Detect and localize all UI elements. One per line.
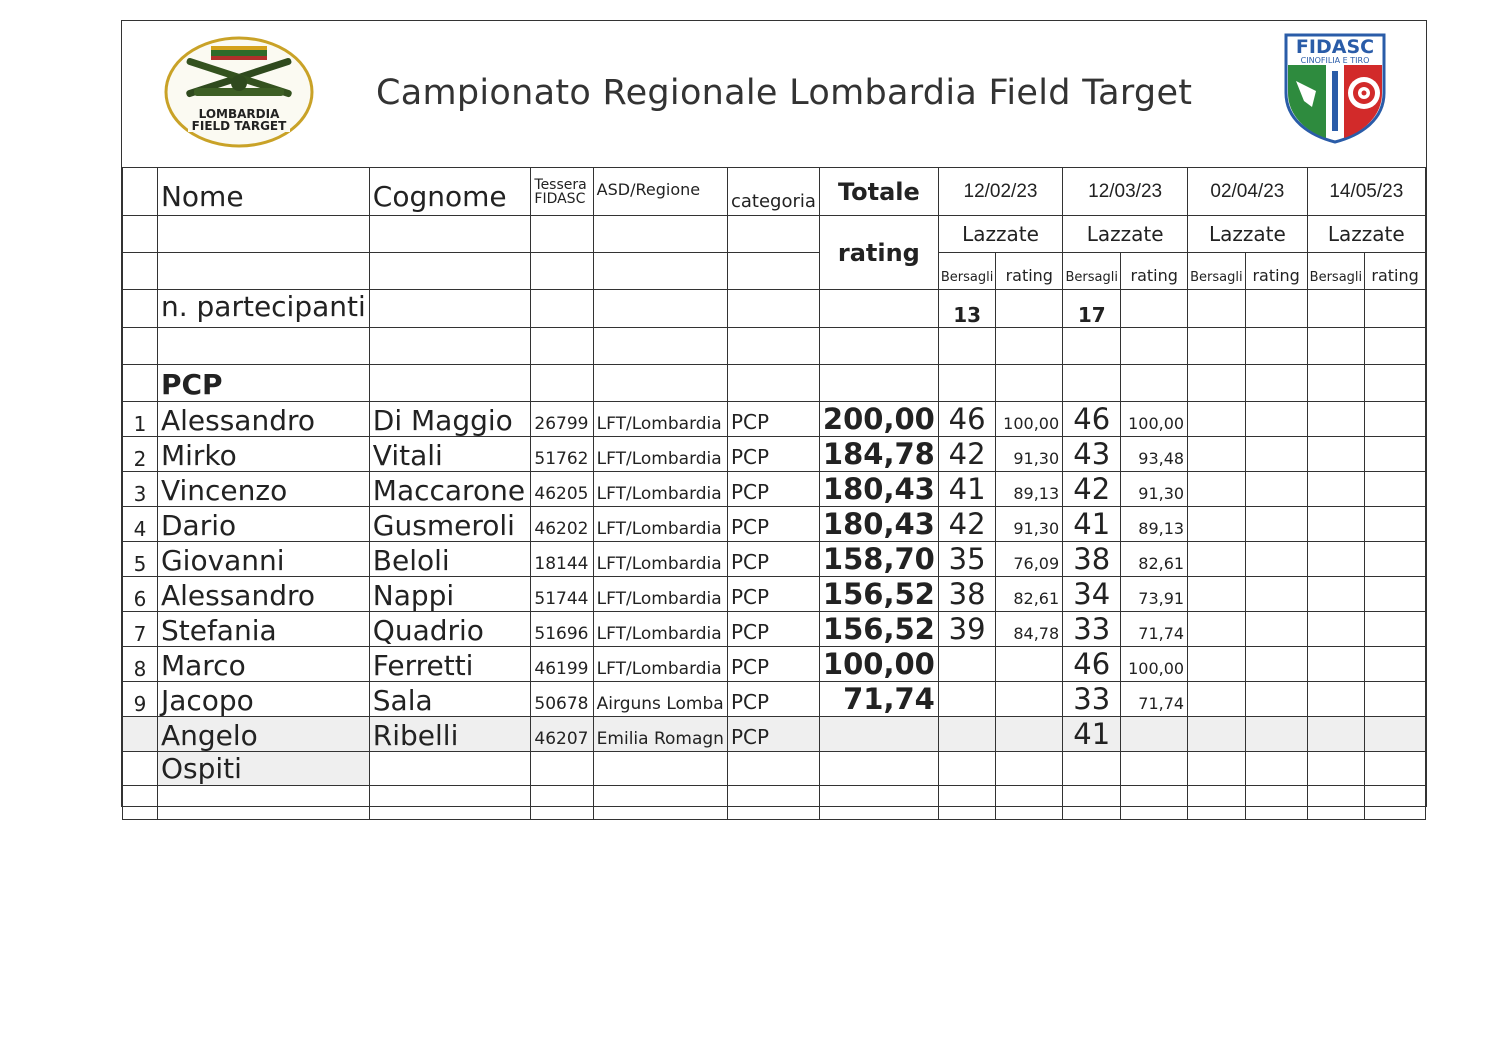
empty-cell bbox=[1245, 752, 1307, 786]
first-name-cell: Dario bbox=[157, 507, 369, 542]
position-cell: 7 bbox=[123, 612, 158, 647]
asd-cell: LFT/Lombardia bbox=[593, 402, 727, 437]
empty-cell bbox=[1188, 786, 1246, 820]
first-name-cell: Vincenzo bbox=[157, 472, 369, 507]
nome-header: Nome bbox=[157, 168, 369, 216]
asd-cell: LFT/Lombardia bbox=[593, 437, 727, 472]
category-cell: PCP bbox=[727, 682, 819, 717]
rating-cell bbox=[996, 682, 1063, 717]
empty-cell bbox=[1245, 647, 1307, 682]
empty-cell bbox=[996, 786, 1063, 820]
empty-cell bbox=[1245, 717, 1307, 752]
empty-cell bbox=[1188, 647, 1246, 682]
empty-cell bbox=[938, 786, 996, 820]
asd-cell: LFT/Lombardia bbox=[593, 507, 727, 542]
rating-cell: 82,61 bbox=[1121, 542, 1188, 577]
empty-cell bbox=[1365, 682, 1426, 717]
total-rating-cell: 156,52 bbox=[819, 612, 938, 647]
guest-row bbox=[123, 717, 1426, 752]
tessera-cell: 46207 bbox=[531, 717, 593, 752]
asd-header: ASD/Regione bbox=[593, 168, 727, 216]
bersagli-header: Bersagli bbox=[1307, 253, 1365, 290]
empty-cell bbox=[1307, 507, 1365, 542]
subheader-row bbox=[123, 253, 1426, 290]
position-cell: 2 bbox=[123, 437, 158, 472]
last-name-cell: Nappi bbox=[369, 577, 531, 612]
targets-cell: 38 bbox=[1063, 542, 1121, 577]
first-name-cell: Alessandro bbox=[157, 402, 369, 437]
category-cell: PCP bbox=[727, 437, 819, 472]
guests-label-row bbox=[123, 752, 1426, 786]
rating-cell: 100,00 bbox=[996, 402, 1063, 437]
tessera-cell: 46199 bbox=[531, 647, 593, 682]
empty-cell bbox=[1307, 752, 1365, 786]
empty-cell bbox=[531, 752, 593, 786]
targets-cell: 46 bbox=[1063, 402, 1121, 437]
empty-cell bbox=[1365, 647, 1426, 682]
empty-cell bbox=[1245, 682, 1307, 717]
empty-cell bbox=[1188, 717, 1246, 752]
location-row bbox=[123, 216, 1426, 253]
rating-cell: 71,74 bbox=[1121, 612, 1188, 647]
empty-cell bbox=[123, 752, 158, 786]
targets-cell: 46 bbox=[938, 402, 996, 437]
event-date-2: 12/03/23 bbox=[1063, 168, 1188, 216]
rating-cell bbox=[996, 647, 1063, 682]
empty-cell bbox=[1365, 542, 1426, 577]
empty-cell bbox=[1365, 752, 1426, 786]
empty-cell bbox=[157, 786, 369, 820]
tessera-header: Tessera FIDASC bbox=[531, 168, 593, 216]
tessera-cell: 51762 bbox=[531, 437, 593, 472]
position-cell: 4 bbox=[123, 507, 158, 542]
totale-header: Totale bbox=[819, 168, 938, 216]
last-name-cell: Beloli bbox=[369, 542, 531, 577]
empty-cell bbox=[938, 752, 996, 786]
empty-cell bbox=[1307, 717, 1365, 752]
rating-header: rating bbox=[819, 216, 938, 290]
category-cell: PCP bbox=[727, 577, 819, 612]
event-location-3: Lazzate bbox=[1188, 216, 1308, 253]
event-date-3: 02/04/23 bbox=[1188, 168, 1308, 216]
asd-cell: Airguns Lomba bbox=[593, 682, 727, 717]
rating-subheader: rating bbox=[1365, 253, 1426, 290]
empty-cell bbox=[727, 752, 819, 786]
empty-cell bbox=[1188, 612, 1246, 647]
last-name-cell: Vitali bbox=[369, 437, 531, 472]
rating-cell: 93,48 bbox=[1121, 437, 1188, 472]
bersagli-header: Bersagli bbox=[1063, 253, 1121, 290]
targets-cell: 41 bbox=[1063, 717, 1121, 752]
first-name-cell: Giovanni bbox=[157, 542, 369, 577]
empty-cell bbox=[1245, 577, 1307, 612]
empty-cell bbox=[1365, 786, 1426, 820]
rating-cell: 76,09 bbox=[996, 542, 1063, 577]
tessera-cell: 50678 bbox=[531, 682, 593, 717]
asd-cell: LFT/Lombardia bbox=[593, 577, 727, 612]
tessera-cell: 46202 bbox=[531, 507, 593, 542]
first-name-cell: Marco bbox=[157, 647, 369, 682]
empty-cell bbox=[123, 717, 158, 752]
last-name-cell: Ferretti bbox=[369, 647, 531, 682]
empty-cell bbox=[1063, 786, 1121, 820]
score-sheet bbox=[121, 20, 1427, 807]
empty-cell bbox=[1307, 437, 1365, 472]
event-location-4: Lazzate bbox=[1307, 216, 1425, 253]
empty-cell bbox=[1245, 786, 1307, 820]
event-location-2: Lazzate bbox=[1063, 216, 1188, 253]
svg-text:FIELD TARGET: FIELD TARGET bbox=[191, 119, 287, 133]
table-row bbox=[123, 507, 1426, 542]
empty-cell bbox=[1307, 647, 1365, 682]
asd-cell: LFT/Lombardia bbox=[593, 542, 727, 577]
empty-cell bbox=[1307, 577, 1365, 612]
participants-count-4 bbox=[1307, 290, 1365, 328]
targets-cell: 41 bbox=[938, 472, 996, 507]
last-name-cell: Gusmeroli bbox=[369, 507, 531, 542]
targets-cell: 33 bbox=[1063, 682, 1121, 717]
empty-cell bbox=[819, 786, 938, 820]
tessera-cell: 51696 bbox=[531, 612, 593, 647]
targets-cell: 42 bbox=[938, 507, 996, 542]
rating-cell: 89,13 bbox=[1121, 507, 1188, 542]
empty-cell bbox=[1245, 542, 1307, 577]
empty-cell bbox=[1121, 786, 1188, 820]
first-name-cell: Jacopo bbox=[157, 682, 369, 717]
empty-cell bbox=[1245, 612, 1307, 647]
empty-cell bbox=[1188, 542, 1246, 577]
position-cell: 3 bbox=[123, 472, 158, 507]
category-label: PCP bbox=[157, 365, 369, 402]
rating-subheader: rating bbox=[1121, 253, 1188, 290]
empty-cell bbox=[1307, 786, 1365, 820]
empty-cell bbox=[1365, 507, 1426, 542]
targets-cell: 42 bbox=[1063, 472, 1121, 507]
targets-cell bbox=[938, 682, 996, 717]
empty-cell bbox=[1188, 402, 1246, 437]
rating-cell: 100,00 bbox=[1121, 647, 1188, 682]
total-rating-cell: 180,43 bbox=[819, 472, 938, 507]
rating-cell: 91,30 bbox=[1121, 472, 1188, 507]
targets-cell: 33 bbox=[1063, 612, 1121, 647]
table-row bbox=[123, 647, 1426, 682]
empty-cell bbox=[1188, 507, 1246, 542]
empty-cell bbox=[1365, 472, 1426, 507]
empty-cell bbox=[1121, 752, 1188, 786]
empty-cell bbox=[123, 786, 158, 820]
empty-cell bbox=[1307, 472, 1365, 507]
rating-subheader: rating bbox=[996, 253, 1063, 290]
position-cell: 1 bbox=[123, 402, 158, 437]
rating-cell: 84,78 bbox=[996, 612, 1063, 647]
empty-cell bbox=[1121, 717, 1188, 752]
empty-cell bbox=[819, 752, 938, 786]
pos-header bbox=[123, 168, 158, 216]
rating-cell: 91,30 bbox=[996, 507, 1063, 542]
empty-cell bbox=[1307, 682, 1365, 717]
bersagli-header: Bersagli bbox=[938, 253, 996, 290]
rating-cell: 89,13 bbox=[996, 472, 1063, 507]
first-name-cell: Angelo bbox=[157, 717, 369, 752]
position-cell: 6 bbox=[123, 577, 158, 612]
targets-cell bbox=[938, 647, 996, 682]
rating-cell: 71,74 bbox=[1121, 682, 1188, 717]
rating-cell: 100,00 bbox=[1121, 402, 1188, 437]
first-name-cell: Mirko bbox=[157, 437, 369, 472]
asd-cell: LFT/Lombardia bbox=[593, 647, 727, 682]
targets-cell: 41 bbox=[1063, 507, 1121, 542]
rating-cell: 91,30 bbox=[996, 437, 1063, 472]
last-name-cell: Di Maggio bbox=[369, 402, 531, 437]
category-cell: PCP bbox=[727, 647, 819, 682]
sheet-header bbox=[122, 21, 1426, 168]
total-rating-cell: 156,52 bbox=[819, 577, 938, 612]
category-cell: PCP bbox=[727, 542, 819, 577]
empty-cell bbox=[1245, 472, 1307, 507]
empty-cell bbox=[369, 752, 531, 786]
tessera-cell: 18144 bbox=[531, 542, 593, 577]
empty-cell bbox=[1245, 437, 1307, 472]
empty-cell bbox=[1307, 542, 1365, 577]
cognome-header: Cognome bbox=[369, 168, 531, 216]
empty-cell bbox=[593, 786, 727, 820]
table-row bbox=[123, 472, 1426, 507]
categoria-header: categoria bbox=[727, 168, 819, 216]
event-date-1: 12/02/23 bbox=[938, 168, 1062, 216]
svg-text:CINOFILIA E TIRO: CINOFILIA E TIRO bbox=[1300, 56, 1370, 65]
last-name-cell: Ribelli bbox=[369, 717, 531, 752]
targets-cell: 35 bbox=[938, 542, 996, 577]
empty-cell bbox=[1245, 507, 1307, 542]
table-row bbox=[123, 612, 1426, 647]
svg-text:LOMBARDIA: LOMBARDIA bbox=[198, 107, 280, 121]
total-rating-cell: 200,00 bbox=[819, 402, 938, 437]
fidasc-shield-logo bbox=[1282, 31, 1388, 144]
empty-cell bbox=[1245, 402, 1307, 437]
total-rating-cell: 180,43 bbox=[819, 507, 938, 542]
category-cell: PCP bbox=[727, 717, 819, 752]
empty-cell bbox=[1063, 752, 1121, 786]
targets-cell: 42 bbox=[938, 437, 996, 472]
targets-cell: 43 bbox=[1063, 437, 1121, 472]
rating-subheader: rating bbox=[1245, 253, 1307, 290]
first-name-cell: Alessandro bbox=[157, 577, 369, 612]
table-row bbox=[123, 437, 1426, 472]
category-cell: PCP bbox=[727, 402, 819, 437]
participants-count-3 bbox=[1188, 290, 1246, 328]
rating-cell: 73,91 bbox=[1121, 577, 1188, 612]
participants-count-1: 13 bbox=[938, 290, 996, 328]
total-rating-cell: 71,74 bbox=[819, 682, 938, 717]
total-rating-cell: 184,78 bbox=[819, 437, 938, 472]
position-cell: 5 bbox=[123, 542, 158, 577]
category-cell: PCP bbox=[727, 472, 819, 507]
participants-count-2: 17 bbox=[1063, 290, 1121, 328]
empty-cell bbox=[593, 752, 727, 786]
spacer-row bbox=[123, 328, 1426, 365]
empty-cell bbox=[1188, 682, 1246, 717]
guests-label: Ospiti bbox=[157, 752, 369, 786]
rating-cell bbox=[996, 717, 1063, 752]
lombardia-field-target-logo bbox=[164, 36, 314, 148]
total-rating-cell: 158,70 bbox=[819, 542, 938, 577]
last-name-cell: Quadrio bbox=[369, 612, 531, 647]
empty-cell bbox=[1307, 612, 1365, 647]
tessera-cell: 46205 bbox=[531, 472, 593, 507]
empty-cell bbox=[1365, 437, 1426, 472]
last-name-cell: Sala bbox=[369, 682, 531, 717]
total-rating-cell: 100,00 bbox=[819, 647, 938, 682]
table-row bbox=[123, 542, 1426, 577]
category-cell: PCP bbox=[727, 507, 819, 542]
participants-row bbox=[123, 290, 1426, 328]
category-row bbox=[123, 365, 1426, 402]
event-date-4: 14/05/23 bbox=[1307, 168, 1425, 216]
category-cell: PCP bbox=[727, 612, 819, 647]
empty-cell bbox=[531, 786, 593, 820]
empty-cell bbox=[1365, 577, 1426, 612]
total-rating-cell bbox=[819, 717, 938, 752]
targets-cell: 38 bbox=[938, 577, 996, 612]
table-row bbox=[123, 682, 1426, 717]
empty-cell bbox=[1365, 612, 1426, 647]
empty-cell bbox=[1188, 472, 1246, 507]
tessera-cell: 26799 bbox=[531, 402, 593, 437]
empty-cell bbox=[1188, 752, 1246, 786]
results-table bbox=[122, 167, 1426, 820]
event-location-1: Lazzate bbox=[938, 216, 1062, 253]
empty-cell bbox=[727, 786, 819, 820]
targets-cell: 46 bbox=[1063, 647, 1121, 682]
position-cell: 8 bbox=[123, 647, 158, 682]
position-cell: 9 bbox=[123, 682, 158, 717]
empty-cell bbox=[1188, 577, 1246, 612]
asd-cell: Emilia Romagn bbox=[593, 717, 727, 752]
table-row bbox=[123, 577, 1426, 612]
empty-cell bbox=[369, 786, 531, 820]
targets-cell: 39 bbox=[938, 612, 996, 647]
last-name-cell: Maccarone bbox=[369, 472, 531, 507]
empty-cell bbox=[1188, 437, 1246, 472]
header-row bbox=[123, 168, 1426, 216]
targets-cell: 34 bbox=[1063, 577, 1121, 612]
empty-cell bbox=[1365, 402, 1426, 437]
participants-label: n. partecipanti bbox=[157, 290, 369, 328]
rating-cell: 82,61 bbox=[996, 577, 1063, 612]
empty-cell bbox=[1307, 402, 1365, 437]
bersagli-header: Bersagli bbox=[1188, 253, 1246, 290]
table-row bbox=[123, 402, 1426, 437]
asd-cell: LFT/Lombardia bbox=[593, 612, 727, 647]
empty-cell bbox=[996, 752, 1063, 786]
asd-cell: LFT/Lombardia bbox=[593, 472, 727, 507]
targets-cell bbox=[938, 717, 996, 752]
page-title: Campionato Regionale Lombardia Field Target bbox=[376, 73, 1193, 113]
first-name-cell: Stefania bbox=[157, 612, 369, 647]
empty-cell bbox=[1365, 717, 1426, 752]
blank-row bbox=[123, 786, 1426, 820]
tessera-cell: 51744 bbox=[531, 577, 593, 612]
svg-text:FIDASC: FIDASC bbox=[1295, 36, 1375, 58]
